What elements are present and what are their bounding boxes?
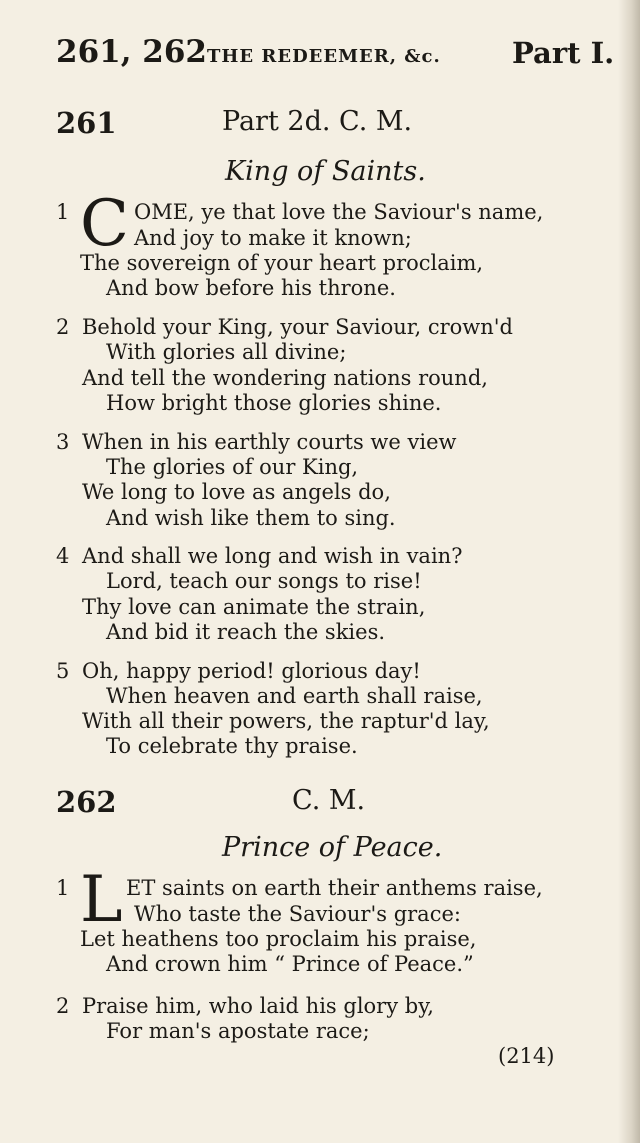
verse-line: Praise him, who laid his glory by, (82, 994, 434, 1018)
verse-line: And shall we long and wish in vain? (82, 544, 463, 568)
hymn-262-title: Prince of Peace. (222, 832, 443, 863)
verse-line: Who taste the Saviour's grace: (134, 902, 461, 926)
verse-line: Behold your King, your Saviour, crown'd (82, 315, 513, 339)
drop-cap-letter: L (80, 863, 123, 937)
verse-line: The glories of our King, (106, 455, 359, 479)
verse-line: And crown him “ Prince of Peace.” (106, 952, 474, 976)
verse-number: 2 (56, 315, 70, 339)
verse-line: The sovereign of your heart proclaim, (80, 251, 484, 275)
drop-cap-letter: C (80, 187, 129, 261)
hymn-261-number: 261 (56, 106, 117, 140)
verse-line: With all their powers, the raptur'd lay, (82, 709, 490, 733)
verse-line: We long to love as angels do, (82, 480, 391, 504)
page-number: (214) (498, 1044, 555, 1068)
verse-line: To celebrate thy praise. (106, 734, 358, 758)
verse-line: When heaven and earth shall raise, (106, 684, 483, 708)
verse-line: How bright those glories shine. (106, 391, 442, 415)
verse-number: 1 (56, 200, 70, 224)
verse-line: And joy to make it known; (134, 226, 412, 250)
verse-line: Let heathens too proclaim his praise, (80, 927, 477, 951)
hymn-262-number: 262 (56, 785, 117, 819)
verse-line: Lord, teach our songs to rise! (106, 569, 422, 593)
hymn-261-meter: Part 2d. C. M. (222, 106, 413, 137)
verse-number: 1 (56, 876, 70, 900)
verse-number: 3 (56, 430, 70, 454)
header-section-title: THE REDEEMER, &c. (207, 46, 441, 67)
verse-line: For man's apostate race; (106, 1019, 370, 1043)
header-hymn-numbers: 261, 262 (56, 34, 208, 70)
verse-number: 4 (56, 544, 70, 568)
page-edge-shadow (618, 0, 640, 1143)
verse-line: OME, ye that love the Saviour's name, (134, 200, 544, 224)
verse-line: With glories all divine; (106, 340, 347, 364)
verse-line: And bid it reach the skies. (106, 620, 386, 644)
verse-line: And wish like them to sing. (106, 506, 396, 530)
verse-line: ET saints on earth their anthems raise, (126, 876, 543, 900)
verse-number: 5 (56, 659, 70, 683)
verse-line: Oh, happy period! glorious day! (82, 659, 421, 683)
verse-line: Thy love can animate the strain, (82, 595, 426, 619)
verse-line: When in his earthly courts we view (82, 430, 457, 454)
verse-line: And bow before his throne. (106, 276, 396, 300)
verse-number: 2 (56, 994, 70, 1018)
header-part: Part I. (512, 36, 615, 70)
hymn-262-meter: C. M. (292, 785, 366, 816)
hymn-261-title: King of Saints. (225, 156, 426, 187)
verse-line: And tell the wondering nations round, (82, 366, 488, 390)
